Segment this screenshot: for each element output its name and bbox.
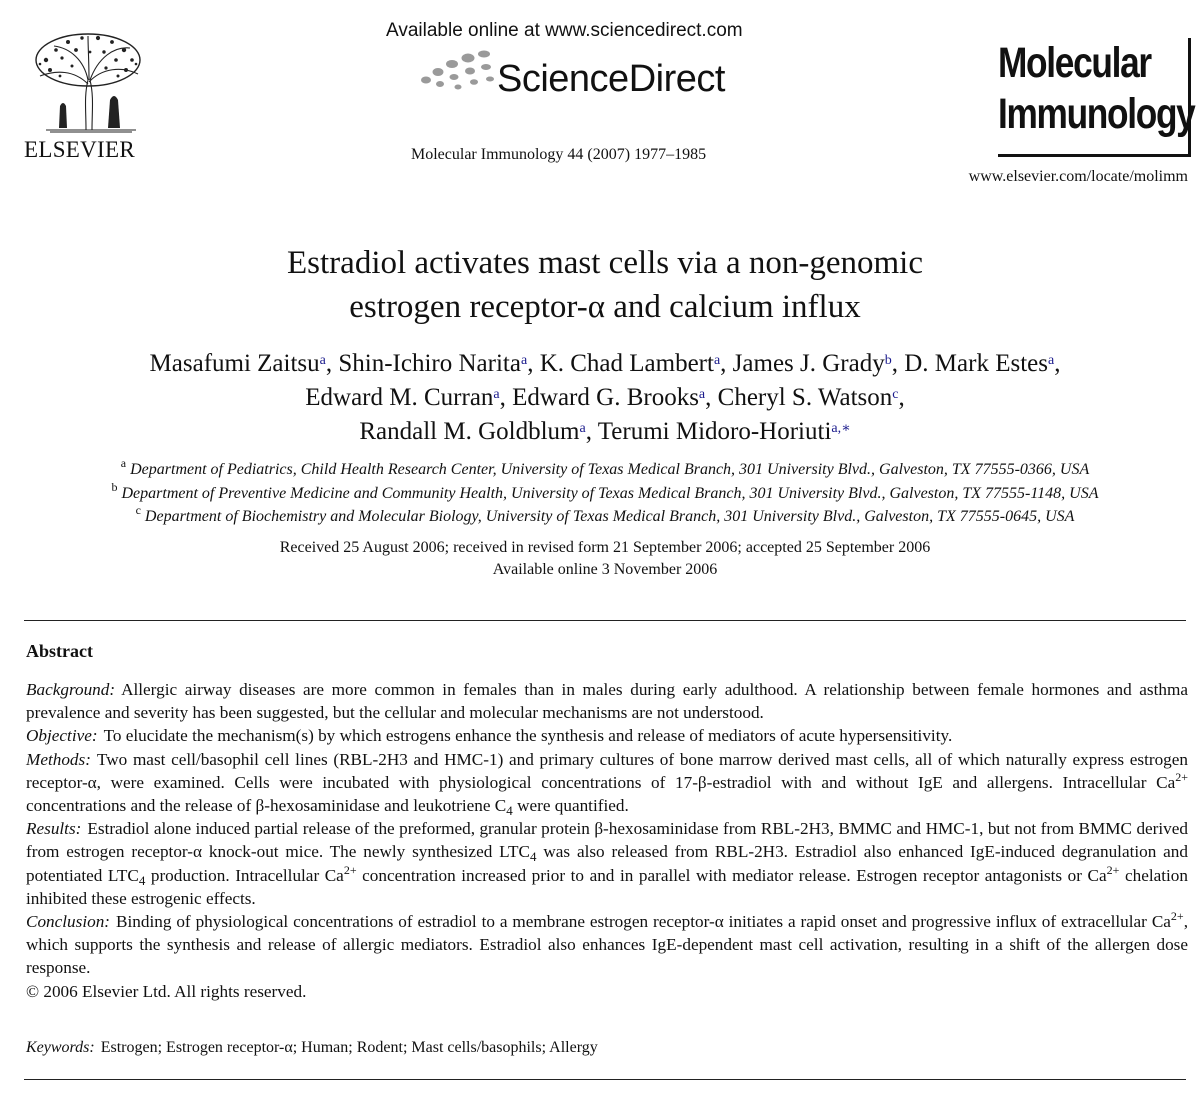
author-name: Masafumi Zaitsu <box>149 350 320 377</box>
section-label: Objective: <box>26 726 98 746</box>
section-text: , which supports the synthesis and release of allergic mediators. Estradiol also enhances IgE-dependent mast cell activation, resulting in a shift of the allergen dose response. <box>26 912 1188 978</box>
author-name: Edward G. Brooks <box>512 384 699 411</box>
article-title-line1: Estradiol activates mast cells via a non-genomic <box>287 245 923 281</box>
subscript: 4 <box>506 803 513 819</box>
section-label: Conclusion: <box>26 912 111 932</box>
author-line-3 <box>0 415 1200 449</box>
affiliation-mark: c <box>135 503 141 517</box>
section-text: Two mast cell/basophil cell lines (RBL-2H3 and HMC-1) and primary cultures of bone marrow derived mast cells, all of which naturally express estrogen receptor-α, were examined. Cells were incubated with physiological concentrations of 17-β-estradiol with and without IgE and allergens. Intracellular Ca <box>26 749 1188 792</box>
sciencedirect-dots-icon <box>418 50 496 90</box>
calcium-charge: 2+ <box>1106 862 1120 877</box>
section-text: concentration increased prior to and in parallel with mediator release. Estrogen receptor antagonists or Ca <box>356 865 1107 885</box>
abstract-conclusion <box>26 910 1188 980</box>
keywords-list: Estrogen; Estrogen receptor-α; Human; Rodent; Mast cells/basophils; Allergy <box>100 1039 598 1056</box>
author-affiliation-mark: a <box>493 387 500 402</box>
affiliation-text: Department of Biochemistry and Molecular Biology, University of Texas Medical Branch, 301 University Blvd., Galveston, TX 77555-0645, USA <box>144 508 1075 525</box>
available-online-text: Available online at www.sciencedirect.com <box>386 20 743 41</box>
author-affiliation-mark: a <box>698 387 706 402</box>
author-affiliation-mark: b <box>884 353 892 368</box>
journal-url: www.elsevier.com/locate/molimm <box>968 168 1188 185</box>
author-line-2 <box>0 381 1200 415</box>
journal-logo-line1: Molecular <box>998 39 1151 87</box>
affiliation-text: Department of Preventive Medicine and Community Health, University of Texas Medical Branch, 301 University Blvd., Galveston, TX 77555-1148, USA <box>121 485 1099 502</box>
author-separator: , <box>898 384 905 411</box>
author-affiliation-mark: a <box>319 353 326 368</box>
author-affiliation-mark: c <box>892 387 899 402</box>
journal-logo <box>998 38 1195 157</box>
calcium-charge: 2+ <box>343 862 357 877</box>
section-text: were quantified. <box>512 796 629 816</box>
author-name: James J. Grady <box>732 350 885 377</box>
article-history: Received 25 August 2006; received in revised form 21 September 2006; accepted 25 September 2006 <box>279 539 931 556</box>
section-text: Allergic airway diseases are more common in females than in males during early adulthood. A relationship between female hormones and asthma prevalence and severity has been suggested, but the cellular and molecular mechanisms are not understood. <box>26 680 1188 723</box>
abstract-methods <box>26 748 1188 818</box>
elsevier-tree-icon <box>26 30 150 134</box>
journal-logo-line2: Immunology <box>998 90 1195 138</box>
elsevier-tree-logo <box>24 30 152 134</box>
affiliation-c <box>0 503 1200 527</box>
affiliation-a <box>0 456 1200 480</box>
article-title-line2: estrogen receptor-α and calcium influx <box>349 289 861 325</box>
section-label: Results: <box>26 819 82 839</box>
keywords-label: Keywords: <box>26 1039 95 1056</box>
author-separator: , <box>705 384 718 411</box>
author-separator: , <box>891 350 905 377</box>
section-text: was also released from RBL-2H3. Estradiol also enhanced IgE-induced degranulation and potentiated LTC <box>26 842 1188 885</box>
section-text: concentrations and the release of β-hexosaminidase and leukotriene C <box>26 796 507 816</box>
abstract-body <box>26 678 1188 1003</box>
section-text: production. Intracellular Ca <box>145 865 344 885</box>
calcium-charge: 2+ <box>1170 909 1184 924</box>
author-affiliation-mark: a <box>520 353 528 368</box>
author-name: Cheryl S. Watson <box>717 384 893 411</box>
author-separator: , <box>499 384 513 411</box>
keywords <box>26 1039 598 1057</box>
affiliation-mark: a <box>120 456 127 470</box>
calcium-charge: 2+ <box>1175 769 1188 784</box>
author-name: K. Chad Lambert <box>539 350 714 377</box>
author-line-1 <box>0 347 1200 381</box>
publisher-name: ELSEVIER <box>24 137 135 162</box>
abstract-background <box>26 678 1188 724</box>
affiliation-mark: b <box>111 480 118 494</box>
journal-citation: Molecular Immunology 44 (2007) 1977–1985 <box>411 146 707 163</box>
author-name: Edward M. Curran <box>305 384 494 411</box>
author-affiliation-mark: a <box>1047 353 1055 368</box>
abstract-heading: Abstract <box>26 641 93 661</box>
author-name: Randall M. Goldblum <box>359 418 580 445</box>
affiliation-text: Department of Pediatrics, Child Health Research Center, University of Texas Medical Branch, 301 University Blvd., Galveston, TX 77555-0366, USA <box>130 461 1090 478</box>
author-name: D. Mark Estes <box>904 350 1048 377</box>
divider <box>24 620 1186 621</box>
section-text: Estradiol alone induced partial release of the preformed, granular protein β-hexosaminidase from RBL-2H3, BMMC and HMC-1, but not from BMMC derived from estrogen receptor-α knock-out mice. The newly synthesized LTC <box>26 819 1188 862</box>
sciencedirect-logo: ScienceDirect <box>497 58 725 100</box>
abstract-objective <box>26 724 1188 747</box>
section-label: Methods: <box>26 749 91 769</box>
author-separator: , <box>325 350 339 377</box>
author-separator: , <box>527 350 540 377</box>
online-date: Available online 3 November 2006 <box>492 561 718 578</box>
abstract-results <box>26 817 1188 910</box>
divider <box>24 1079 1186 1080</box>
section-text: Binding of physiological concentrations of estradiol to a membrane estrogen receptor-α initiates a rapid onset and progressive influx of extracellular Ca <box>116 912 1171 932</box>
author-separator: , <box>1054 350 1061 377</box>
author-name: Shin-Ichiro Narita <box>338 350 521 377</box>
author-affiliation-mark: a <box>713 353 721 368</box>
subscript: 4 <box>138 872 146 888</box>
author-separator: , <box>720 350 733 377</box>
author-affiliation-mark: a <box>579 421 586 436</box>
section-text: chelation inhibited these estrogenic effects. <box>26 865 1188 908</box>
corresponding-author-mark: a,∗ <box>831 421 851 436</box>
subscript: 4 <box>530 849 537 865</box>
section-text: To elucidate the mechanism(s) by which estrogens enhance the synthesis and release of mediators of acute hypersensitivity. <box>103 726 953 746</box>
author-name: Terumi Midoro-Horiuti <box>597 418 832 445</box>
affiliation-b <box>0 480 1200 504</box>
author-separator: , <box>585 418 598 445</box>
section-label: Background: <box>26 680 116 699</box>
copyright: © 2006 Elsevier Ltd. All rights reserved. <box>26 981 307 1001</box>
